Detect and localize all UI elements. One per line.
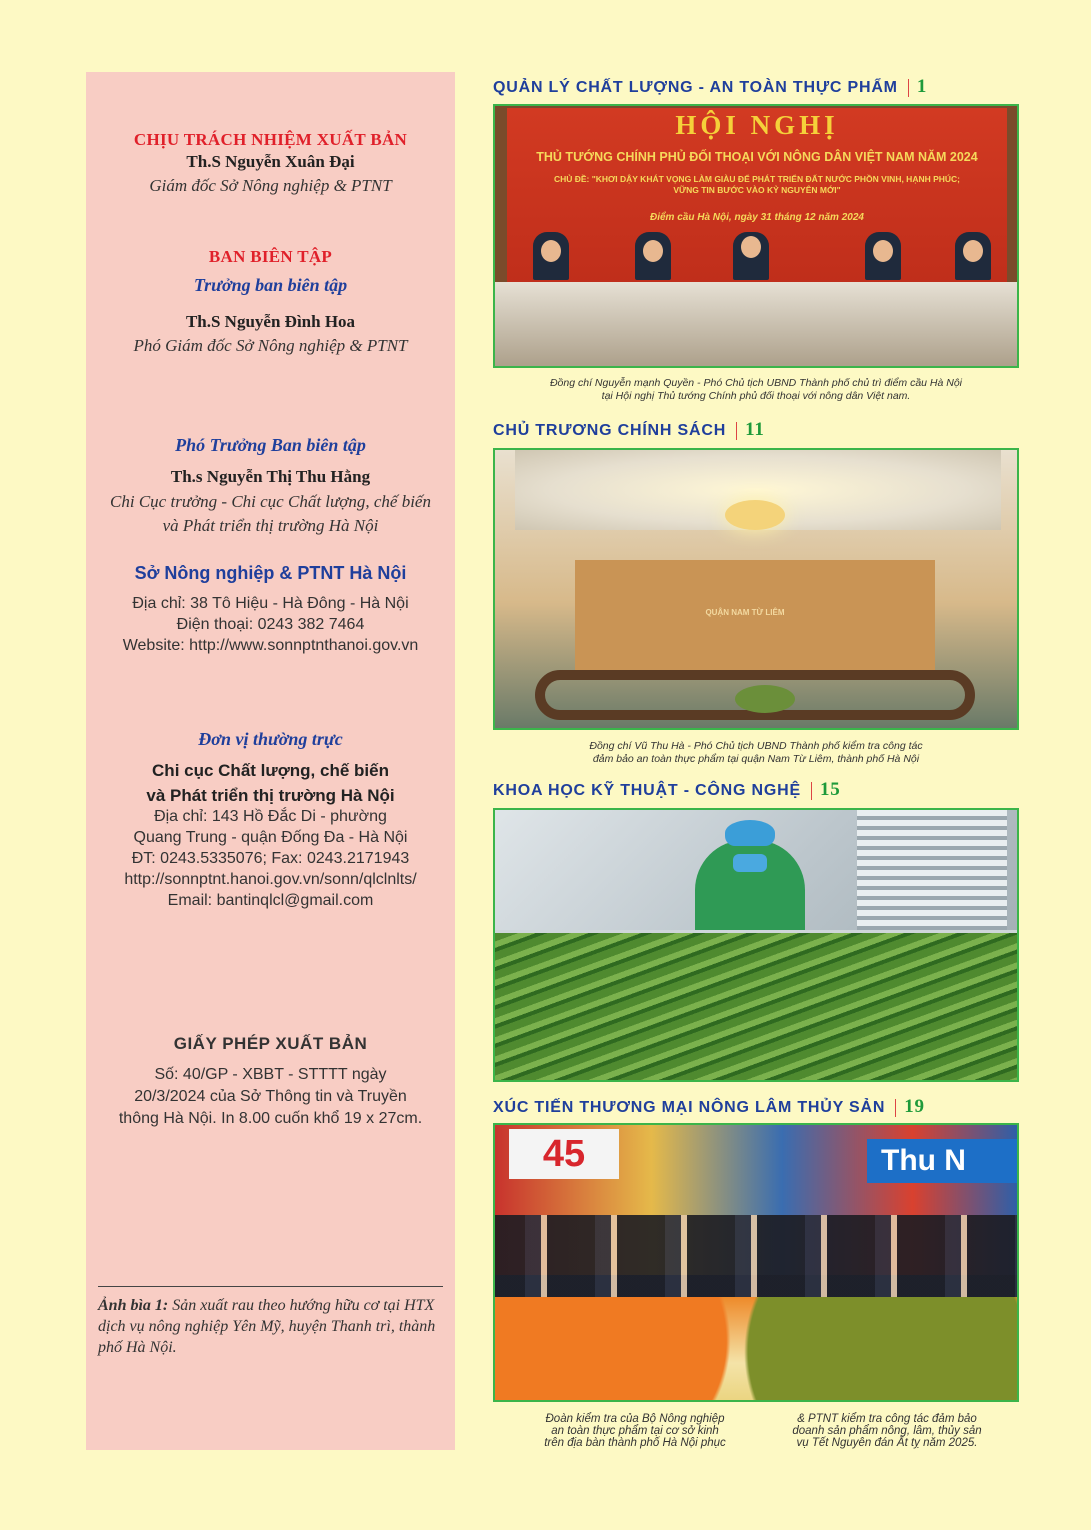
banner-subtitle: THỦ TƯỚNG CHÍNH PHỦ ĐỐI THOẠI VỚI NÔNG DÂN VIỆT NAM NĂM 2024 bbox=[536, 150, 978, 164]
supermarket-photo bbox=[493, 1123, 1019, 1402]
table-plant bbox=[735, 685, 795, 713]
delegate-head bbox=[541, 240, 561, 262]
banner-theme-line2: VỮNG TIN BƯỚC VÀO KỶ NGUYÊN MỚI" bbox=[673, 185, 841, 195]
store-sign: Thu N bbox=[867, 1139, 1017, 1183]
unit-email: Email: bantinqlcl@gmail.com bbox=[167, 892, 374, 909]
photo4-caption-right bbox=[762, 1413, 1012, 1449]
board-heading: BAN BIÊN TẬP bbox=[208, 247, 333, 266]
photo1-caption-line2: tại Hội nghị Thủ tướng Chính phủ đối thoại với nông dân Việt nam. bbox=[601, 390, 911, 402]
org-name: Sở Nông nghiệp & PTNT Hà Nội bbox=[134, 563, 407, 583]
photo4-caption-right-line3: vụ Tết Nguyên đán Ất tỵ năm 2025. bbox=[796, 1437, 978, 1449]
photo1-caption bbox=[493, 377, 1019, 403]
wood-wall bbox=[575, 560, 935, 680]
license-line2: 20/3/2024 của Sở Thông tin và Truyền bbox=[134, 1088, 407, 1105]
section-science-tech[interactable] bbox=[493, 779, 841, 801]
unit-web: http://sonnptnt.hanoi.gov.vn/sonn/qlclnlts/ bbox=[124, 871, 417, 888]
license-heading: GIẤY PHÉP XUẤT BẢN bbox=[173, 1034, 368, 1053]
section-policy[interactable] bbox=[493, 419, 765, 441]
deputy-name: Th.s Nguyễn Thị Thu Hằng bbox=[170, 467, 371, 486]
section-page-number: 15 bbox=[819, 779, 841, 800]
photo2-caption-line2: đảm bảo an toàn thực phẩm tại quận Nam Từ Liêm, thành phố Hà Nội bbox=[592, 753, 920, 765]
divider-rule bbox=[98, 1286, 443, 1287]
meeting-room-photo bbox=[493, 448, 1019, 730]
unit-name-line2: và Phát triển thị trường Hà Nội bbox=[146, 786, 395, 805]
section-divider bbox=[908, 79, 909, 97]
publish-heading: CHỊU TRÁCH NHIỆM XUẤT BẢN bbox=[133, 130, 408, 149]
cover-note-label: Ảnh bìa 1: bbox=[98, 1297, 169, 1314]
banner-title: HỘI NGHỊ bbox=[675, 110, 839, 140]
unit-address-line1: Địa chỉ: 143 Hồ Đắc Di - phường bbox=[154, 808, 387, 825]
license-line3: thông Hà Nội. In 8.00 cuốn khổ 19 x 27cm. bbox=[118, 1110, 423, 1127]
board-chief-name: Th.S Nguyễn Đình Hoa bbox=[185, 312, 356, 331]
section-title: CHỦ TRƯƠNG CHÍNH SÁCH bbox=[493, 422, 727, 439]
publish-name: Th.S Nguyễn Xuân Đại bbox=[186, 152, 355, 171]
worker-mask bbox=[733, 854, 767, 872]
section-page-number: 1 bbox=[916, 76, 928, 97]
unit-address-line2: Quang Trung - quận Đống Đa - Hà Nội bbox=[133, 829, 408, 846]
delegate-head bbox=[873, 240, 893, 262]
unit-label: Đơn vị thường trực bbox=[198, 729, 343, 749]
section-quality-safety[interactable] bbox=[493, 76, 927, 98]
cover-photo-note bbox=[98, 1295, 448, 1358]
cover-note-text: Sản xuất rau theo hướng hữu cơ tại HTX dịch vụ nông nghiệp Yên Mỹ, huyện Thanh trì, thành phố Hà Nội. bbox=[98, 1297, 436, 1356]
district-sign: QUẬN NAM TỪ LIÊM bbox=[705, 608, 785, 617]
photo4-caption-left bbox=[510, 1413, 760, 1449]
photo4-caption-right-line1: & PTNT kiểm tra công tác đảm bảo bbox=[797, 1413, 977, 1425]
worker-cap bbox=[725, 820, 775, 846]
conference-table bbox=[495, 282, 1017, 368]
section-divider bbox=[811, 782, 812, 800]
photo4-caption-left-line2: an toàn thực phẩm tại cơ sở kinh bbox=[551, 1425, 719, 1437]
section-title: KHOA HỌC KỸ THUẬT - CÔNG NGHỆ bbox=[493, 782, 801, 799]
banner-theme bbox=[507, 174, 1007, 196]
photo4-caption-left-line3: trên địa bàn thành phố Hà Nội phục bbox=[544, 1437, 726, 1449]
delegate-head bbox=[741, 236, 761, 258]
license-line1: Số: 40/GP - XBBT - STTTT ngày bbox=[154, 1066, 387, 1083]
masthead-panel bbox=[86, 72, 455, 1450]
banner-theme-line1: CHỦ ĐỀ: "KHƠI DẬY KHÁT VỌNG LÀM GIÀU ĐỂ PHÁT TRIỂN ĐẤT NƯỚC PHỒN VINH, HẠNH PHÚC; bbox=[553, 174, 961, 184]
photo2-caption bbox=[493, 740, 1019, 766]
section-page-number: 19 bbox=[904, 1096, 925, 1117]
org-phone: Điện thoại: 0243 382 7464 bbox=[176, 616, 365, 633]
section-title: QUẢN LÝ CHẤT LƯỢNG - AN TOÀN THỰC PHẨM bbox=[493, 79, 898, 96]
photo2-caption-line1: Đồng chí Vũ Thu Hà - Phó Chủ tịch UBND Thành phố kiểm tra công tác bbox=[589, 740, 923, 752]
org-address: Địa chỉ: 38 Tô Hiệu - Hà Đông - Hà Nội bbox=[132, 595, 409, 612]
deputy-role-line2: và Phát triển thị trường Hà Nội bbox=[162, 516, 379, 535]
delegate-head bbox=[963, 240, 983, 262]
section-title: XÚC TIẾN THƯƠNG MẠI NÔNG LÂM THỦY SẢN bbox=[493, 1099, 886, 1116]
vegetable-trays bbox=[495, 930, 1019, 1082]
section-divider bbox=[895, 1099, 896, 1117]
photo4-caption-right-line2: doanh sản phẩm nông, lâm, thủy sản bbox=[792, 1425, 982, 1437]
price-sign: 45 bbox=[509, 1129, 619, 1179]
photo1-caption-line1: Đồng chí Nguyễn mạnh Quyền - Phó Chủ tịch UBND Thành phố chủ trì điểm cầu Hà Nội bbox=[549, 377, 963, 389]
deputy-label: Phó Trưởng Ban biên tập bbox=[175, 435, 366, 455]
board-chief-role: Phó Giám đốc Sở Nông nghiệp & PTNT bbox=[133, 336, 408, 355]
org-website: Website: http://www.sonnptnthanoi.gov.vn bbox=[122, 637, 419, 654]
delegate-head bbox=[643, 240, 663, 262]
conference-photo bbox=[493, 104, 1019, 368]
section-trade-promotion[interactable] bbox=[493, 1096, 925, 1118]
deputy-role-line1: Chi Cục trưởng - Chi cục Chất lượng, chế biến bbox=[110, 492, 431, 511]
fruit-display bbox=[495, 1297, 1017, 1402]
section-page-number: 11 bbox=[745, 419, 765, 440]
photo4-caption-left-line1: Đoàn kiểm tra của Bộ Nông nghiệp bbox=[545, 1413, 725, 1425]
board-chief-label: Trưởng ban biên tập bbox=[193, 275, 348, 295]
section-divider bbox=[736, 422, 737, 440]
vegetable-drying-photo bbox=[493, 808, 1019, 1082]
unit-phone: ĐT: 0243.5335076; Fax: 0243.2171943 bbox=[131, 850, 410, 867]
banner-place-date: Điểm cầu Hà Nội, ngày 31 tháng 12 năm 2024 bbox=[650, 212, 864, 223]
inspection-group bbox=[495, 1215, 1017, 1305]
publish-role: Giám đốc Sở Nông nghiệp & PTNT bbox=[149, 176, 392, 195]
chandelier bbox=[725, 500, 785, 530]
unit-name-line1: Chi cục Chất lượng, chế biến bbox=[152, 761, 389, 780]
